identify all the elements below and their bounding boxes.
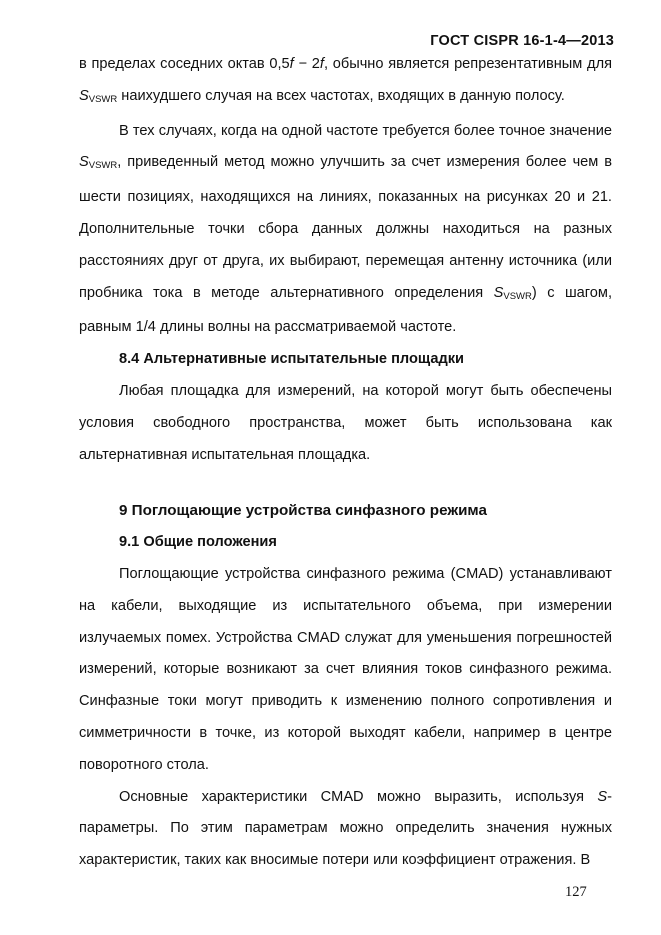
section-heading-9: 9 Поглощающие устройства синфазного режима	[119, 502, 487, 520]
symbol-s: S	[493, 284, 504, 301]
text-run: наихудшего случая на всех частотах, входящих в данную полосу.	[117, 87, 565, 104]
text-run: Основные характеристики CMAD можно выразить, используя	[119, 788, 598, 805]
section-heading-9-1: 9.1 Общие положения	[119, 534, 277, 551]
document-body	[79, 49, 612, 877]
text-run: -параметры. По этим параметрам можно определить значения нужных характеристик, таких как вносимые потери или коэффициент отражения. В	[79, 788, 612, 869]
paragraph-alt-sites: Любая площадка для измерений, на которой могут быть обеспечены условия свободного пространства, может быть использована как альтернативная испытательная площадка.	[79, 382, 612, 463]
variable-f: f	[289, 56, 294, 72]
paragraph-continuation	[79, 49, 612, 116]
subscript-vswr: VSWR	[88, 160, 118, 172]
symbol-s: S	[79, 154, 89, 171]
text-run: , приведенный метод можно улучшить за счет измерения более чем в шести позициях, находящихся на линиях, показанных на рисунках 20 и 21. Дополнительные точки сбора данных должны находиться на разных расстояниях друг от друга, их выбирают, перемещая антенну источника (или пробника тока в методе альтернативного определения	[79, 154, 612, 301]
text-run: в пределах соседних октав 0,5	[79, 56, 290, 72]
section-heading-8-4: 8.4 Альтернативные испытательные площадки	[119, 351, 465, 368]
text-run: − 2	[293, 56, 320, 72]
variable-f: f	[319, 56, 324, 72]
symbol-s: S	[79, 87, 89, 104]
paragraph-cmad-general: Поглощающие устройства синфазного режима (CMAD) устанавливают на кабели, выходящие из испытательного объема, при измерении излучаемых помех. Устройства CMAD служат для уменьшения погрешностей измерений, которые возникают за счет влияния токов синфазного режима. Синфазные токи могут приводить к изменению полного сопротивления и симметричности в точке, из которой выходят кабели, например в центре поворотного стола.	[79, 565, 612, 773]
paragraph-cmad-params	[79, 782, 612, 877]
paragraph-accuracy	[79, 116, 612, 345]
symbol-s: S	[597, 788, 608, 805]
subscript-vswr: VSWR	[503, 290, 532, 302]
text-run: , обычно является репрезентативным для	[323, 56, 612, 72]
subscript-vswr: VSWR	[88, 93, 118, 105]
document-header: ГОСТ CISPR 16-1-4—2013	[430, 33, 614, 49]
text-run: В тех случаях, когда на одной частоте требуется более точное значение	[119, 122, 612, 139]
page-number: 127	[565, 884, 587, 900]
text-run: ) с шагом, равным 1/4 длины волны на рассматриваемой частоте.	[79, 284, 612, 336]
